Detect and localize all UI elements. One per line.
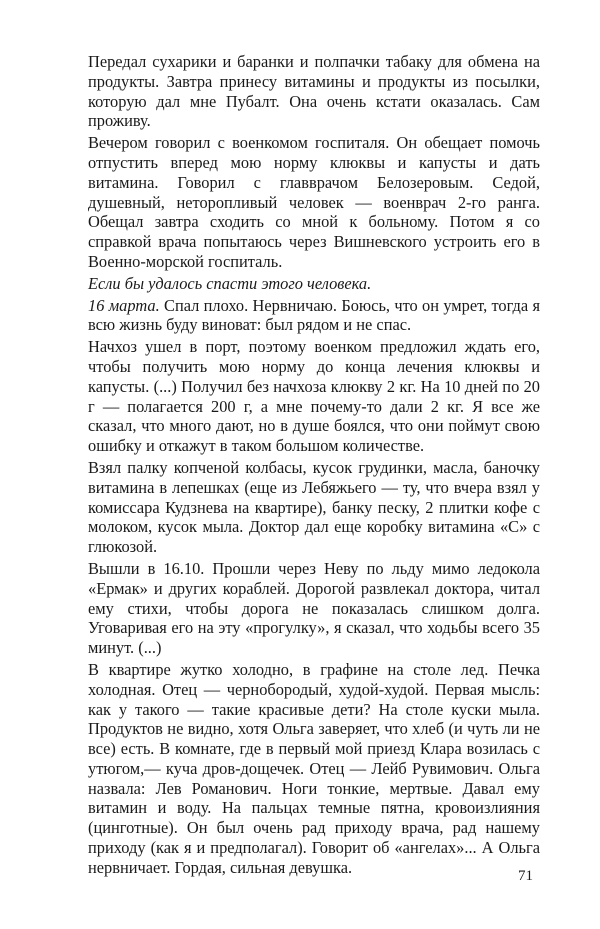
page-body bbox=[88, 52, 540, 880]
diary-entry bbox=[88, 296, 540, 336]
paragraph-7: В квартире жутко холодно, в графине на столе лед. Печка холодная. Отец — чернобородый, худой-худой. Первая мысль: как у такого — такие красивые дети? На столе куски мыла. Продуктов не видно, хотя Ольга заверяет, что хлеб (и чуть ли не все) есть. В комнате, где в первый мой приезд Клара возилась с утюгом,— куча дров-дощечек. Отец — Лейб Рувимович. Ольга назвала: Лев Романович. Ноги тонкие, мертвые. Давал ему витамин и воду. На пальцах темные пятна, кровоизлияния (цинготные). Он был очень рад приходу врача, рад нашему приходу (как я и предполагал). Говорит об «ангелах»... А Ольга нервничает. Гордая, сильная девушка. bbox=[88, 659, 540, 877]
paragraph-6: Вышли в 16.10. Прошли через Неву по льду мимо ледокола «Ермак» и других кораблей. Дорогой развлекал доктора, читал ему стихи, чтобы дорога не показалась слишком долга. Уговаривая его на эту «прогулку», я сказал, что ходьбы всего 35 минут. (...) bbox=[88, 558, 540, 658]
diary-entry-date: 16 марта. bbox=[88, 295, 160, 315]
page-number: 71 bbox=[518, 868, 533, 884]
diary-entry-text: Спал плохо. Нервничаю. Боюсь, что он умрет, тогда я всю жизнь буду виноват: был рядом и не спас. bbox=[88, 295, 541, 335]
paragraph-5: Взял палку копченой колбасы, кусок грудинки, масла, баночку витамина в лепешках (еще из Лебяжьего — ту, что вчера взял у комиссара Кудзнева на квартире), банку песку, 2 плитки кофе с молоком, кусок мыла. Доктор дал еще коробку витамина «С» с глюкозой. bbox=[88, 457, 540, 557]
paragraph-italic: Если бы удалось спасти этого человека. bbox=[88, 273, 372, 293]
paragraph-4: Начхоз ушел в порт, поэтому военком предложил ждать его, чтобы получить мою норму до конца лечения клюквы и капусты. (...) Получил без начхоза клюкву 2 кг. На 10 дней по 20 г — полагается 200 г, а мне почему-то дали 2 кг. Я все же сказал, что много дают, но в душе боялся, что они поймут свою ошибку и откажут в таком большом количестве. bbox=[88, 337, 540, 456]
paragraph-1: Передал сухарики и баранки и полпачки табаку для обмена на продукты. Завтра принесу витамины и продукты из посылки, которую дал мне Пубалт. Она очень кстати оказалась. Сам проживу. bbox=[88, 52, 540, 131]
paragraph-2: Вечером говорил с военкомом госпиталя. Он обещает помочь отпустить вперед мою норму клюквы и капусты и дать витамина. Говорил с главврачом Белозеровым. Седой, душевный, неторопливый человек — военврач 2-го ранга. Обещал завтра сходить со мной к больному. Потом я со справкой врача попытаюсь через Вишневского устроить его в Военно-морской госпиталь. bbox=[88, 133, 540, 271]
